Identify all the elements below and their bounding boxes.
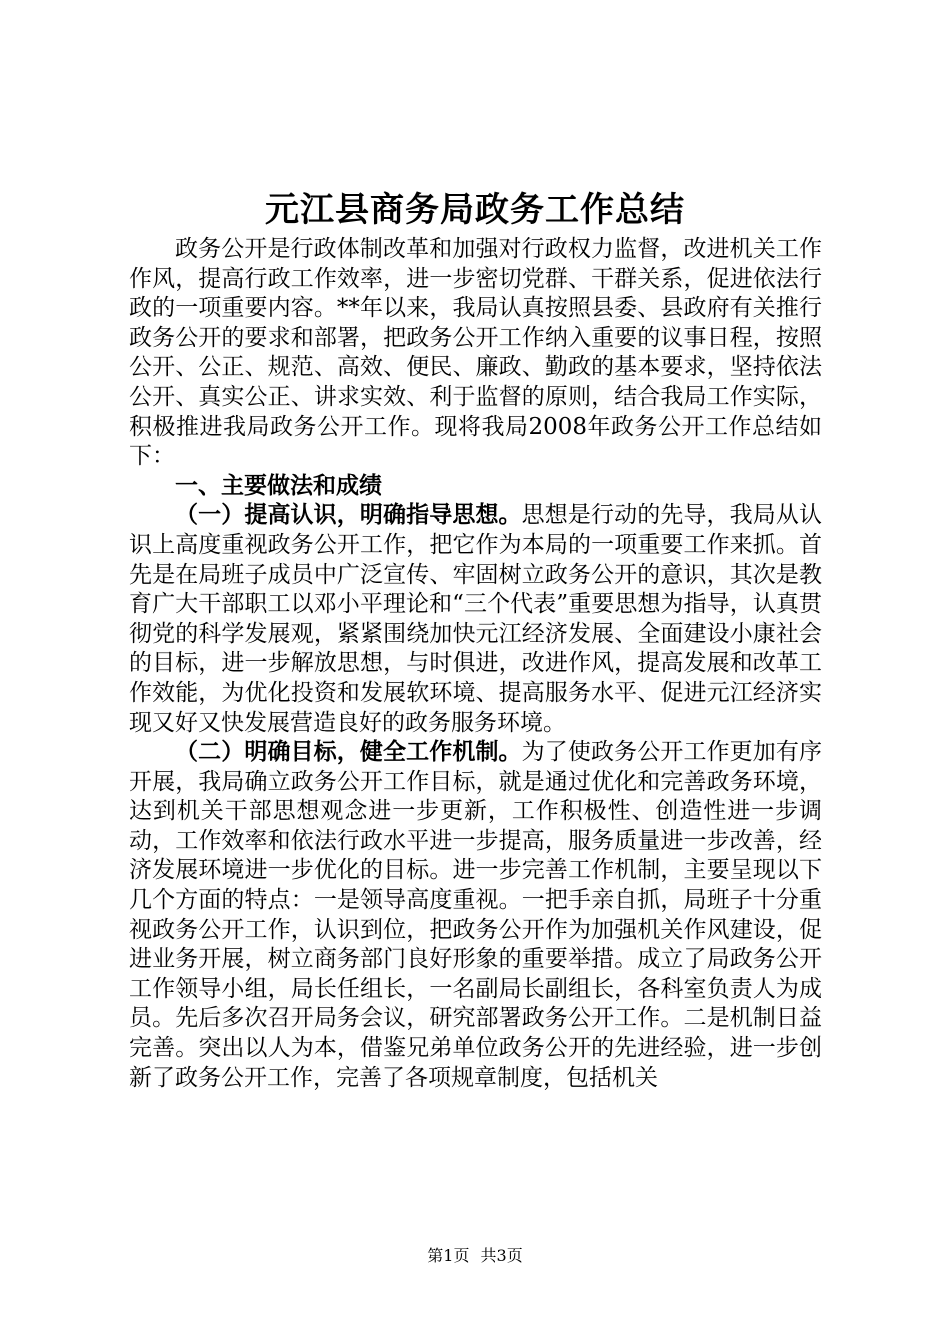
subsection-text-1: 思想是行动的先导，我局从认识上高度重视政务公开工作，把它作为本局的一项重要工作来抓。首先是在局班子成员中广泛宣传、牢固树立政务公开的意识，其次是教育广大干部职工以邓小平理论和“三个代表”重要思想为指导，认真贯彻党的科学发展观，紧紧围绕加快元江经济发展、全面建设小康社会的目标，进一步解放思想，与时俱进，改进作风，提高发展和改革工作效能，为优化投资和发展软环境、提高服务水平、促进元江经济实现又好又快发展营造良好的政务服务环境。 [129, 502, 823, 736]
page-total: 共3页 [480, 1246, 523, 1265]
document-body [129, 235, 822, 1093]
intro-paragraph [129, 235, 822, 472]
subsection-paragraph-2 [129, 738, 822, 1093]
document-title: 元江县商务局政务工作总结 [265, 190, 685, 230]
subsection-paragraph-1 [129, 501, 822, 738]
page-footer [0, 1245, 950, 1267]
intro-text: 政务公开是行政体制改革和加强对行政权力监督，改进机关工作作风，提高行政工作效率，进一步密切党群、干群关系，促进依法行政的一项重要内容。**年以来，我局认真按照县委、县政府有关推行政务公开的要求和部署，把政务公开工作纳入重要的议事日程，按照公开、公正、规范、高效、便民、廉政、勤政的基本要求，坚持依法公开、真实公正、讲求实效、利于监督的原则，结合我局工作实际，积极推进我局政务公开工作。现将我局2008年政务公开工作总结如下： [129, 236, 822, 470]
section-heading: 一、主要做法和成绩 [175, 472, 382, 499]
subsection-lead-1: （一）提高认识，明确指导思想。 [175, 502, 522, 529]
page-number: 第1页 [427, 1246, 470, 1265]
subsection-lead-2: （二）明确目标，健全工作机制。 [175, 739, 522, 766]
subsection-text-2: 为了使政务公开工作更加有序开展，我局确立政务公开工作目标，就是通过优化和完善政务环境，达到机关干部思想观念进一步更新，工作积极性、创造性进一步调动，工作效率和依法行政水平进一步提高，服务质量进一步改善，经济发展环境进一步优化的目标。进一步完善工作机制，主要呈现以下几个方面的特点：一是领导高度重视。一把手亲自抓，局班子十分重视政务公开工作，认识到位，把政务公开作为加强机关作风建设，促进业务开展，树立商务部门良好形象的重要举措。成立了局政务公开工作领导小组，局长任组长，一名副局长副组长，各科室负责人为成员。先后多次召开局务会议，研究部署政务公开工作。二是机制日益完善。突出以人为本，借鉴兄弟单位政务公开的先进经验，进一步创新了政务公开工作，完善了各项规章制度，包括机关 [129, 739, 823, 1091]
